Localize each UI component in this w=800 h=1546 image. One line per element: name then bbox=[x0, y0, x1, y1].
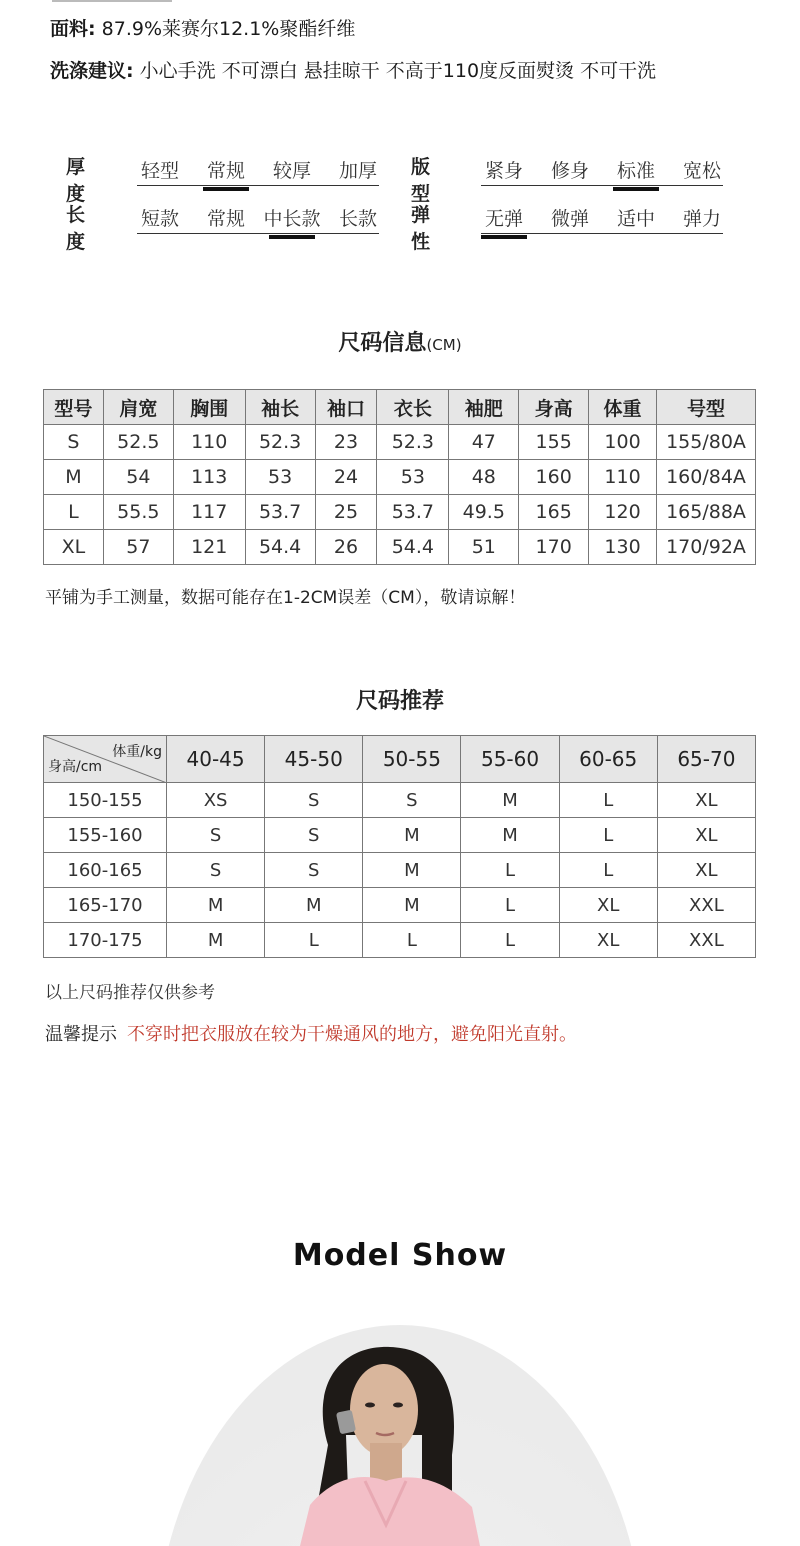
attr-option: 常规 bbox=[193, 156, 259, 183]
size-header-cell: 身高 bbox=[519, 390, 589, 425]
attr-title: 弹性 bbox=[411, 204, 431, 253]
rec-row bbox=[44, 818, 756, 853]
rec-size-cell: S bbox=[265, 853, 363, 888]
size-header-cell: 衣长 bbox=[377, 390, 449, 425]
attr-options bbox=[481, 202, 723, 234]
rec-row bbox=[44, 783, 756, 818]
rec-row bbox=[44, 888, 756, 923]
size-cell: 100 bbox=[589, 425, 657, 460]
height-cell: 150-155 bbox=[44, 783, 167, 818]
attr-title: 厚度 bbox=[66, 156, 86, 205]
weight-header-cell: 55-60 bbox=[461, 736, 559, 783]
size-cell: 130 bbox=[589, 530, 657, 565]
wash-label: 洗涤建议: bbox=[50, 60, 134, 82]
weight-header-cell: 65-70 bbox=[657, 736, 755, 783]
size-cell: 160 bbox=[519, 460, 589, 495]
size-cell: 57 bbox=[103, 530, 173, 565]
model-photo bbox=[160, 1325, 640, 1546]
tip-text: 不穿时把衣服放在较为干燥通风的地方，避免阳光直射。 bbox=[127, 1024, 577, 1045]
attr-title: 长度 bbox=[66, 204, 86, 253]
attr-option: 较厚 bbox=[272, 160, 311, 182]
wash-line bbox=[50, 56, 656, 83]
rec-size-cell: S bbox=[363, 783, 461, 818]
rec-size-cell: M bbox=[461, 818, 559, 853]
rec-size-cell: XXL bbox=[657, 888, 755, 923]
size-cell: 53.7 bbox=[377, 495, 449, 530]
size-cell: 110 bbox=[589, 460, 657, 495]
rec-size-cell: L bbox=[461, 923, 559, 958]
size-header-cell: 袖口 bbox=[315, 390, 377, 425]
rec-size-cell: M bbox=[461, 783, 559, 818]
rec-size-cell: M bbox=[167, 888, 265, 923]
measure-note: 平铺为手工测量，数据可能存在1-2CM误差（CM），敬请谅解！ bbox=[45, 588, 526, 608]
size-cell: 165/88A bbox=[657, 495, 756, 530]
attr-options bbox=[481, 154, 723, 186]
size-info-title-text: 尺码信息 bbox=[338, 331, 427, 356]
rec-corner-cell bbox=[44, 736, 167, 783]
size-cell: 113 bbox=[173, 460, 245, 495]
attr-option: 标准 bbox=[603, 156, 669, 183]
rec-row bbox=[44, 923, 756, 958]
size-cell: 23 bbox=[315, 425, 377, 460]
care-tip bbox=[45, 1020, 577, 1046]
fabric-line bbox=[50, 14, 355, 41]
size-header-cell: 袖肥 bbox=[449, 390, 519, 425]
size-cell: 155/80A bbox=[657, 425, 756, 460]
size-info-table bbox=[43, 389, 756, 565]
size-cell: 52.3 bbox=[245, 425, 315, 460]
rec-size-cell: S bbox=[265, 783, 363, 818]
rec-size-cell: L bbox=[265, 923, 363, 958]
size-cell: 53.7 bbox=[245, 495, 315, 530]
rec-size-cell: S bbox=[167, 818, 265, 853]
size-cell: 160/84A bbox=[657, 460, 756, 495]
size-header-cell: 肩宽 bbox=[103, 390, 173, 425]
size-header-cell: 胸围 bbox=[173, 390, 245, 425]
size-row bbox=[44, 425, 756, 460]
size-cell: 155 bbox=[519, 425, 589, 460]
attr-option: 中长款 bbox=[259, 204, 325, 231]
rec-size-cell: XXL bbox=[657, 923, 755, 958]
rec-size-cell: M bbox=[363, 818, 461, 853]
size-cell: L bbox=[44, 495, 104, 530]
height-cell: 165-170 bbox=[44, 888, 167, 923]
corner-weight-label: 体重/kg bbox=[112, 744, 162, 760]
rec-size-cell: L bbox=[461, 888, 559, 923]
wash-value: 小心手洗 不可漂白 悬挂晾干 不高于110度反面熨烫 不可干洗 bbox=[133, 60, 657, 82]
rec-table-header bbox=[44, 736, 756, 783]
size-cell: S bbox=[44, 425, 104, 460]
size-info-title bbox=[0, 326, 800, 357]
weight-header-cell: 45-50 bbox=[265, 736, 363, 783]
height-cell: 170-175 bbox=[44, 923, 167, 958]
rec-size-cell: L bbox=[461, 853, 559, 888]
reference-note: 以上尺码推荐仅供参考 bbox=[45, 983, 215, 1003]
size-cell: 117 bbox=[173, 495, 245, 530]
cropped-text-line bbox=[52, 0, 172, 4]
size-cell: XL bbox=[44, 530, 104, 565]
attr-options bbox=[137, 154, 379, 186]
size-cell: 170 bbox=[519, 530, 589, 565]
size-cell: 49.5 bbox=[449, 495, 519, 530]
size-cell: 24 bbox=[315, 460, 377, 495]
height-cell: 155-160 bbox=[44, 818, 167, 853]
height-cell: 160-165 bbox=[44, 853, 167, 888]
attr-option: 轻型 bbox=[140, 160, 179, 182]
size-cell: 121 bbox=[173, 530, 245, 565]
weight-header-cell: 40-45 bbox=[167, 736, 265, 783]
size-cell: 170/92A bbox=[657, 530, 756, 565]
size-cell: 110 bbox=[173, 425, 245, 460]
size-cell: 165 bbox=[519, 495, 589, 530]
rec-size-cell: XL bbox=[559, 888, 657, 923]
size-info-unit: (CM) bbox=[426, 336, 462, 354]
tip-label: 温馨提示 bbox=[45, 1024, 117, 1045]
size-table-header bbox=[44, 390, 756, 425]
model-show-title: Model Show bbox=[292, 1238, 508, 1273]
size-header-cell: 型号 bbox=[44, 390, 104, 425]
size-cell: 51 bbox=[449, 530, 519, 565]
rec-size-cell: L bbox=[559, 853, 657, 888]
attr-option: 常规 bbox=[206, 208, 245, 230]
attr-option: 宽松 bbox=[682, 160, 721, 182]
size-cell: M bbox=[44, 460, 104, 495]
rec-size-cell: L bbox=[559, 783, 657, 818]
size-cell: 47 bbox=[449, 425, 519, 460]
size-cell: 120 bbox=[589, 495, 657, 530]
size-cell: 26 bbox=[315, 530, 377, 565]
attr-options bbox=[137, 202, 379, 234]
size-row bbox=[44, 530, 756, 565]
size-cell: 25 bbox=[315, 495, 377, 530]
rec-size-cell: M bbox=[265, 888, 363, 923]
rec-size-cell: XL bbox=[657, 853, 755, 888]
size-cell: 54 bbox=[103, 460, 173, 495]
rec-size-cell: XL bbox=[559, 923, 657, 958]
attr-option: 弹力 bbox=[682, 208, 721, 230]
attr-title: 版型 bbox=[411, 156, 431, 205]
rec-size-cell: M bbox=[363, 888, 461, 923]
fabric-label: 面料: bbox=[50, 18, 96, 40]
size-header-cell: 袖长 bbox=[245, 390, 315, 425]
rec-size-cell: S bbox=[265, 818, 363, 853]
rec-row bbox=[44, 853, 756, 888]
weight-header-cell: 60-65 bbox=[559, 736, 657, 783]
size-cell: 52.3 bbox=[377, 425, 449, 460]
size-cell: 52.5 bbox=[103, 425, 173, 460]
attr-option: 微弹 bbox=[550, 208, 589, 230]
size-cell: 53 bbox=[245, 460, 315, 495]
rec-size-cell: S bbox=[167, 853, 265, 888]
weight-header-cell: 50-55 bbox=[363, 736, 461, 783]
rec-size-cell: M bbox=[167, 923, 265, 958]
size-cell: 55.5 bbox=[103, 495, 173, 530]
rec-size-cell: L bbox=[363, 923, 461, 958]
attr-option: 适中 bbox=[616, 208, 655, 230]
size-header-cell: 号型 bbox=[657, 390, 756, 425]
rec-size-cell: M bbox=[363, 853, 461, 888]
size-row bbox=[44, 460, 756, 495]
attr-option: 紧身 bbox=[484, 160, 523, 182]
corner-height-label: 身高/cm bbox=[48, 759, 103, 775]
rec-size-cell: L bbox=[559, 818, 657, 853]
attr-option: 长款 bbox=[338, 208, 377, 230]
size-cell: 54.4 bbox=[377, 530, 449, 565]
rec-size-cell: XL bbox=[657, 783, 755, 818]
attr-option: 无弹 bbox=[471, 204, 537, 231]
attr-option: 短款 bbox=[140, 208, 179, 230]
size-row bbox=[44, 495, 756, 530]
rec-size-cell: XL bbox=[657, 818, 755, 853]
size-cell: 48 bbox=[449, 460, 519, 495]
size-rec-title: 尺码推荐 bbox=[355, 689, 444, 714]
attr-option: 修身 bbox=[550, 160, 589, 182]
rec-size-cell: XS bbox=[167, 783, 265, 818]
size-header-cell: 体重 bbox=[589, 390, 657, 425]
attr-option: 加厚 bbox=[338, 160, 377, 182]
size-rec-table bbox=[43, 735, 756, 958]
size-cell: 53 bbox=[377, 460, 449, 495]
size-cell: 54.4 bbox=[245, 530, 315, 565]
fabric-value: 87.9%莱赛尔12.1%聚酯纤维 bbox=[95, 18, 356, 40]
